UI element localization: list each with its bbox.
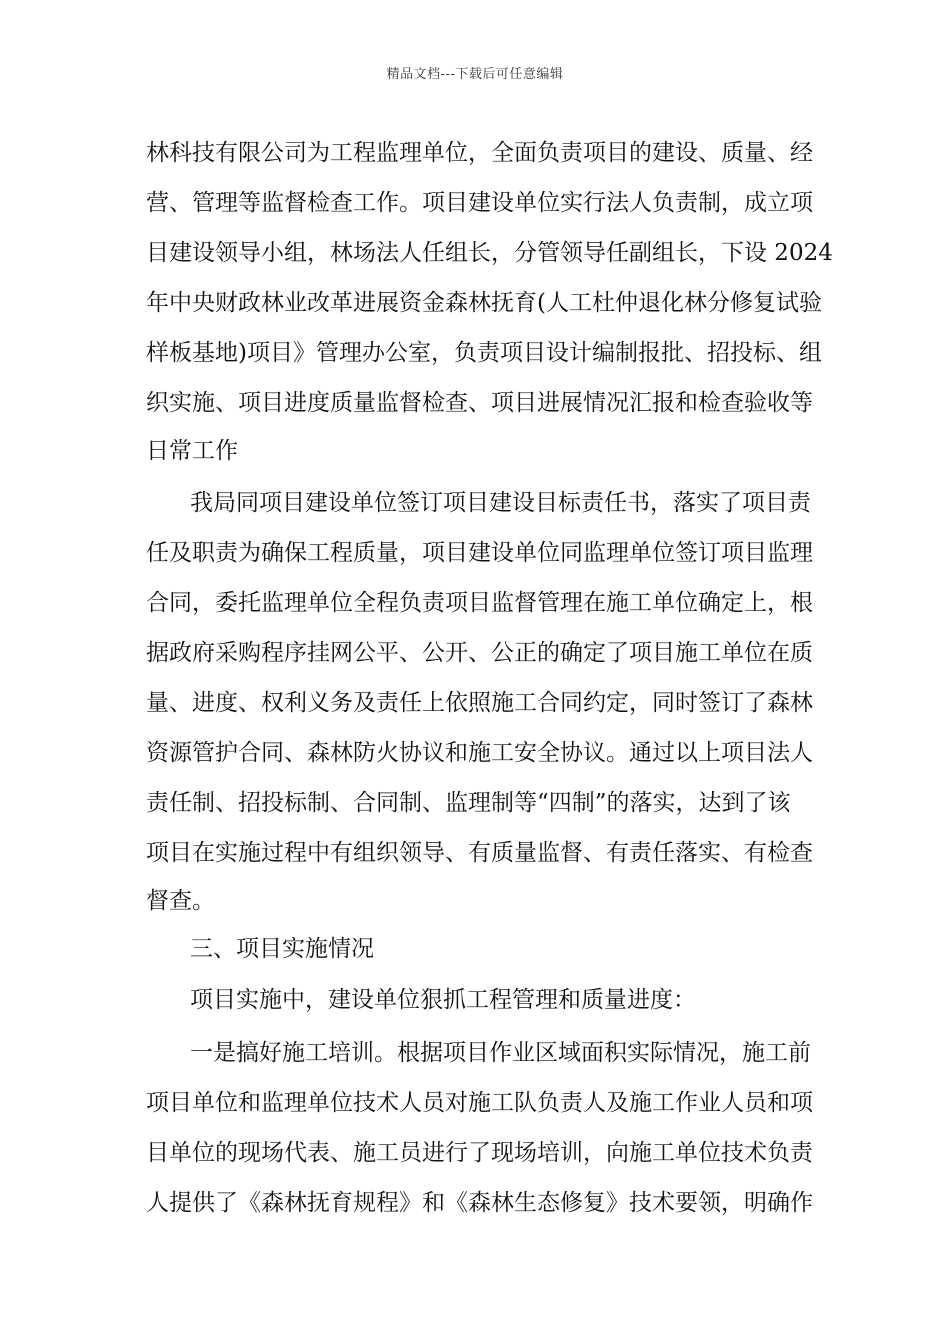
section-heading: 三、项目实施情况 [190, 936, 374, 962]
text-line: 量、进度、权利义务及责任上依照施工合同约定，同时签订了森林 [146, 690, 813, 716]
text-line: 任及职责为确保工程质量，项目建设单位同监理单位签订项目监理 [146, 540, 813, 566]
paragraph-start-line: 我局同项目建设单位签订项目建设目标责任书，落实了项目责 [190, 490, 811, 516]
text-line: 目单位的现场代表、施工员进行了现场培训，向施工单位技术负责 [146, 1140, 813, 1166]
text-line: 林科技有限公司为工程监理单位，全面负责项目的建设、质量、经 [146, 140, 813, 166]
page-header: 精品文档---下载后可任意编辑 [386, 67, 564, 82]
text-line: 项目在实施过程中有组织领导、有质量监督、有责任落实、有检查 [146, 840, 813, 866]
text-line: 日常工作 [146, 438, 238, 464]
text-line: 资源管护合同、森林防火协议和施工安全协议。通过以上项目法人 [146, 740, 813, 766]
text-line: 营、管理等监督检查工作。项目建设单位实行法人负责制，成立项 [146, 190, 813, 216]
text-line: 年中央财政林业改革进展资金森林抚育(人工杜仲退化林分修复试验 [146, 290, 822, 316]
text-line: 目建设领导小组，林场法人任组长，分管领导任副组长，下设 2024 [146, 240, 833, 266]
text-line: 合同，委托监理单位全程负责项目监督管理在施工单位确定上，根 [146, 590, 813, 616]
text-line: 织实施、项目进度质量监督检查、项目进展情况汇报和检查验收等 [146, 390, 813, 416]
paragraph-start-line: 项目实施中，建设单位狠抓工程管理和质量进度： [190, 987, 696, 1013]
text-line: 据政府采购程序挂网公平、公开、公正的确定了项目施工单位在质 [146, 640, 813, 666]
text-line: 责任制、招投标制、合同制、监理制等“四制”的落实，达到了该 [146, 790, 791, 816]
text-line: 督查。 [146, 888, 215, 914]
text-line: 样板基地)项目》管理办公室，负责项目设计编制报批、招投标、组 [146, 340, 822, 366]
text-line: 项目单位和监理单位技术人员对施工队负责人及施工作业人员和项 [146, 1090, 813, 1116]
text-line: 人提供了《森林抚育规程》和《森林生态修复》技术要领，明确作 [146, 1190, 813, 1216]
paragraph-start-line: 一是搞好施工培训。根据项目作业区域面积实际情况，施工前 [190, 1040, 811, 1066]
